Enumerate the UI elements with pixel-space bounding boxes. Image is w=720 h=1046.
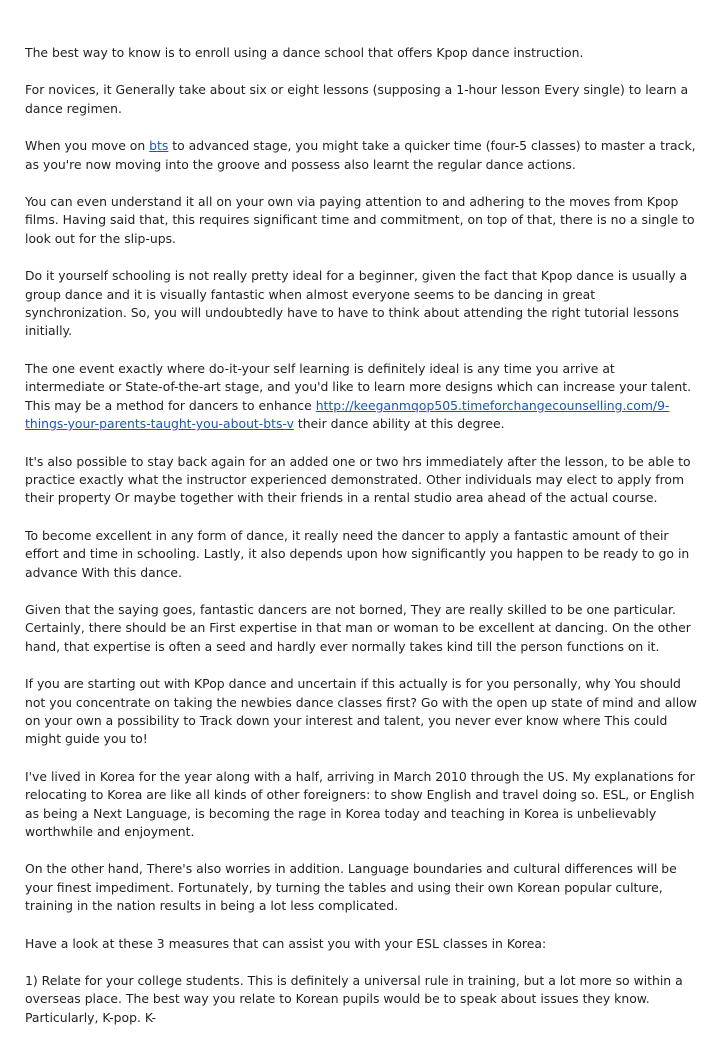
paragraph-3-after: to advanced stage, you might take a quicker time (four-5 classes) to master a track, as you're now moving into the groove and possess also learnt the regular dance actions.: [25, 138, 696, 172]
paragraph-10: If you are starting out with KPop dance and uncertain if this actually is for you personally, why You should not you concentrate on taking the newbies dance classes first? Go with the open up state of mind and allow on your own a possibility to Track down your interest and talent, you never ever know where This could might guide you to!: [25, 676, 697, 747]
paragraph-6-after: their dance ability at this degree.: [293, 416, 505, 432]
paragraph-11: I've lived in Korea for the year along with a half, arriving in March 2010 through the US. My explanations for relocating to Korea are like all kinds of other foreigners: to show English and travel doing so. ESL, or English as being a Next Language, is becoming the rage in Korea today and teaching in Korea is unbelievably worthwhile and enjoyment.: [25, 768, 695, 839]
paragraph-3-before: When you move on: [25, 138, 150, 154]
paragraph-8: To become excellent in any form of dance, it really need the dancer to apply a fantastic amount of their effort and time in schooling. Lastly, it also depends upon how significantly you happen to be ready to go in advance With this dance.: [25, 527, 690, 580]
bts-link[interactable]: bts: [149, 138, 169, 154]
paragraph-14: 1) Relate for your college students. This is definitely a universal rule in training, but a lot more so within a overseas place. The best way you relate to Korean pupils would be to speak about issues they know. Particularly, K-pop. K-: [25, 973, 683, 1025]
article-url-link[interactable]: http://keeganmqop505.timeforchangecounselling.com/9-things-your-parents-taught-you-about-bts-v: [25, 397, 670, 432]
paragraph-12: On the other hand, There's also worries in addition. Language boundaries and cultural differences will be your finest impediment. Fortunately, by turning the tables and using their own Korean popular culture, training in the nation results in being a lot less complicated.: [25, 861, 677, 914]
paragraph-6-before: The one event exactly where do-it-your self learning is definitely ideal is any time you arrive at intermediate or State-of-the-art stage, and you'd like to learn more designs which can increase your talent. This may be a method for dancers to enhance: [25, 360, 692, 413]
paragraph-7: It's also possible to stay back again for an added one or two hrs immediately after the lesson, to be able to practice exactly what the instructor experienced demonstrated. Other individuals may elect to apply from their property Or maybe together with their friends in a rental studio area ahead of the actual course.: [25, 453, 691, 506]
paragraph-9: Given that the saying goes, fantastic dancers are not borned, They are really skilled to be one particular. Certainly, there should be an First expertise in that man or woman to be excellent at dancing. On the other hand, that expertise is often a seed and hardly ever normally takes kind till the person functions on it.: [25, 601, 691, 654]
paragraph-13: Have a look at these 3 measures that can assist you with your ESL classes in Korea:: [25, 935, 547, 951]
paragraph-5: Do it yourself schooling is not really pretty ideal for a beginner, given the fact that Kpop dance is usually a group dance and it is visually fantastic when almost everyone seems to be dancing in great synchronization. So, you will undoubtedly have to have to think about attending the right tutorial lessons initially.: [25, 268, 688, 339]
paragraph-3: [25, 137, 697, 174]
paragraph-6: [25, 360, 697, 434]
paragraph-4: You can even understand it all on your own via paying attention to and adhering to the moves from Kpop films. Having said that, this requires significant time and commitment, on top of that, there is no a single to look out for the slip-ups.: [25, 194, 695, 246]
article-body: [25, 44, 697, 1046]
paragraph-1: The best way to know is to enroll using a dance school that offers Kpop dance instruction.: [25, 45, 584, 60]
paragraph-2: For novices, it Generally take about six or eight lessons (supposing a 1-hour lesson Every single) to learn a dance regimen.: [25, 82, 689, 116]
